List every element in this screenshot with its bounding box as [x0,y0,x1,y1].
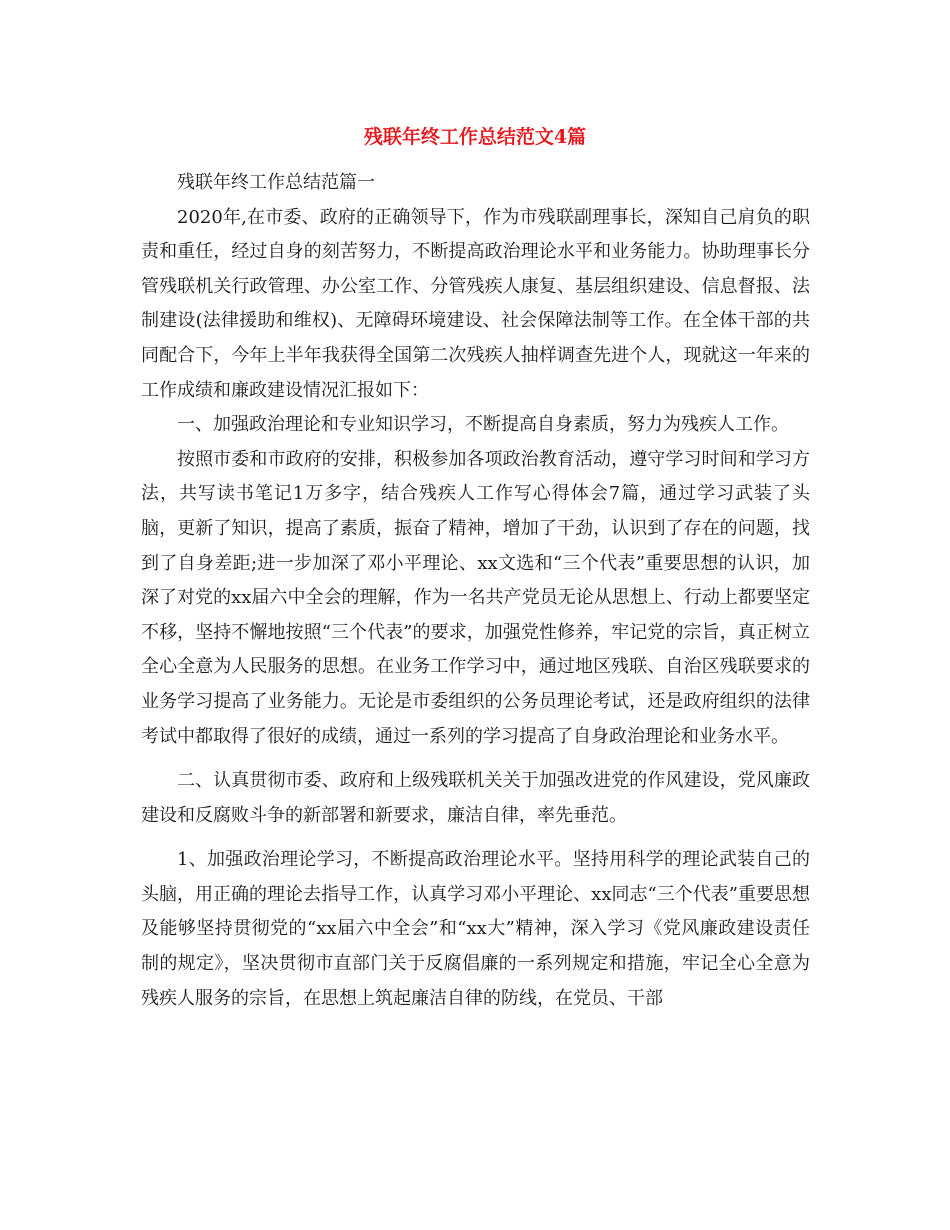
paragraph-section-heading: 残联年终工作总结范篇一 [177,172,375,193]
paragraph-heading-two: 二、认真贯彻市委、政府和上级残联机关关于加强改进党的作风建设，党风廉政建设和反腐败斗争的新部署和新要求，廉洁自律，率先垂范。 [141,770,810,826]
paragraph-study: 按照市委和市政府的安排，积极参加各项政治教育活动，遵守学习时间和学习方法，共写读书笔记1万多字，结合残疾人工作写心得体会7篇，通过学习武装了头脑，更新了知识，提高了素质，振奋了精神，增加了干劲，认识到了存在的问题，找到了自身差距;进一步加深了邓小平理论、xx文选和“三个代表”重要思想的认识，加深了对党的xx届六中全会的理解，作为一名共产党员无论从思想上、行动上都要坚定不移，坚持不懈地按照“三个代表”的要求，加强党性修养，牢记党的宗旨，真正树立全心全意为人民服务的思想。在业务工作学习中，通过地区残联、自治区残联要求的业务学习提高了业务能力。无论是市委组织的公务员理论考试，还是政府组织的法律考试中都取得了很好的成绩，通过一系列的学习提高了自身政治理论和业务水平。 [141,448,810,747]
paragraph-heading-one: 一、加强政治理论和专业知识学习，不断提高自身素质，努力为残疾人工作。 [177,414,789,436]
paragraph-intro: 2020年,在市委、政府的正确领导下，作为市残联副理事长，深知自己肩负的职责和重任，经过自身的刻苦努力，不断提高政治理论水平和业务能力。协助理事长分管残联机关行政管理、办公室工作、分管残疾人康复、基层组织建设、信息督报、法制建设(法律援助和维权)、无障碍环境建设、社会保障法制等工作。在全体干部的共同配合下，今年上半年我获得全国第二次残疾人抽样调查先进个人，现就这一年来的工作成绩和廉政建设情况汇报如下： [141,206,810,401]
document-body [141,166,810,1016]
paragraph-item-one: 1、加强政治理论学习，不断提高政治理论水平。坚持用科学的理论武装自己的头脑，用正确的理论去指导工作，认真学习邓小平理论、xx同志“三个代表”重要思想及能够坚持贯彻党的“xx届六中全会”和“xx大”精神，深入学习《党风廉政建设责任制的规定》，坚决贯彻市直部门关于反腐倡廉的一系列规定和措施，牢记全心全意为残疾人服务的宗旨，在思想上筑起廉洁自律的防线，在党员、干部 [141,849,810,1009]
document-title: 残联年终工作总结范文4篇 [363,126,587,148]
